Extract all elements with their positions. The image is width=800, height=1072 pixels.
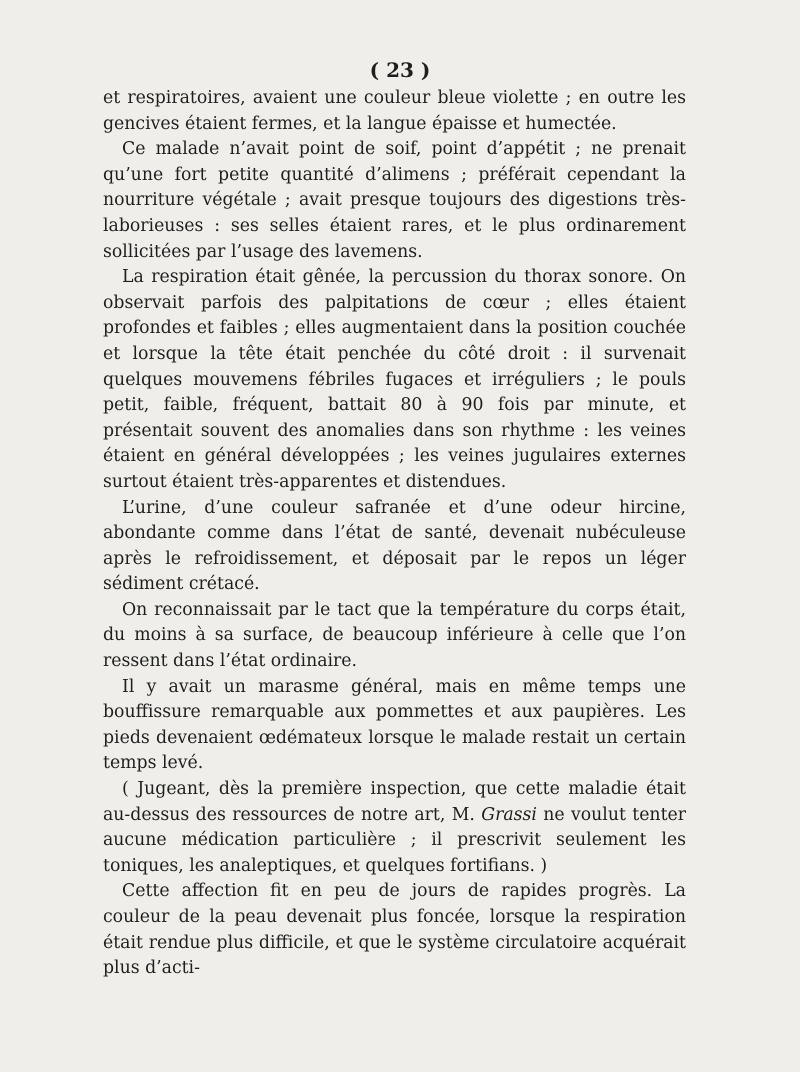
- paragraph-respiration: La respiration était gênée, la percussion du thorax sonore. On observait parfois des palpitations de cœur ; elles étaient profondes et faibles ; elles augmentaient dans la position couchée et lorsque la tête était penchée du côté droit : il survenait quelques mouvemens fébriles fugaces et irréguliers ; le pouls petit, faible, fréquent, battait 80 à 90 fois par minute, et présentait souvent des anomalies dans son rhythme : les veines étaient en général développées ; les veines jugulaires externes surtout étaient très-apparentes et distendues.: [103, 267, 686, 492]
- paragraph-marasme: Il y avait un marasme général, mais en même temps une bouffissure remarquable aux pommettes et aux paupières. Les pieds devenaient œdémateux lorsque le malade restait un certain temps levé.: [103, 676, 686, 774]
- paragraph-continued: et respiratoires, avaient une couleur bleue violette ; en outre les gencives étaient fermes, et la langue épaisse et humectée.: [103, 88, 686, 134]
- body-text: [103, 86, 686, 982]
- paragraph-progress: Cette affection fit en peu de jours de rapides progrès. La couleur de la peau devenait plus foncée, lorsque la respiration était rendue plus difficile, et que le système circulatoire acquérait plus d’acti-: [103, 881, 686, 979]
- treatment-text-end: ne voulut tenter aucune médication particulière ; il prescrivit seulement les toniques, les analeptiques, et quelques fortifians. ): [103, 804, 686, 876]
- treatment-text-start: ( Jugeant, dès la première inspection, que cette maladie était au-dessus des ressources de notre art, M.: [103, 779, 686, 825]
- paragraph-urine: L’urine, d’une couleur safranée et d’une odeur hircine, abondante comme dans l’état de santé, devenait nubéculeuse après le refroidissement, et déposait par le repos un léger sédiment crétacé.: [103, 497, 686, 595]
- physician-name: Grassi: [481, 804, 537, 825]
- page-number: ( 23 ): [369, 58, 431, 82]
- paragraph-appetite: Ce malade n’avait point de soif, point d’appétit ; ne prenait qu’une fort petite quantité d’alimens ; préférait cependant la nourriture végétale ; avait presque toujours des digestions très-laborieuses : ses selles étaient rares, et le plus ordinarement sollicitées par l’usage des lavemens.: [103, 139, 686, 262]
- paragraph-treatment: [103, 777, 686, 879]
- paragraph-temperature: On reconnaissait par le tact que la température du corps était, du moins à sa surface, de beaucoup inférieure à celle que l’on ressent dans l’état ordinaire.: [103, 599, 686, 672]
